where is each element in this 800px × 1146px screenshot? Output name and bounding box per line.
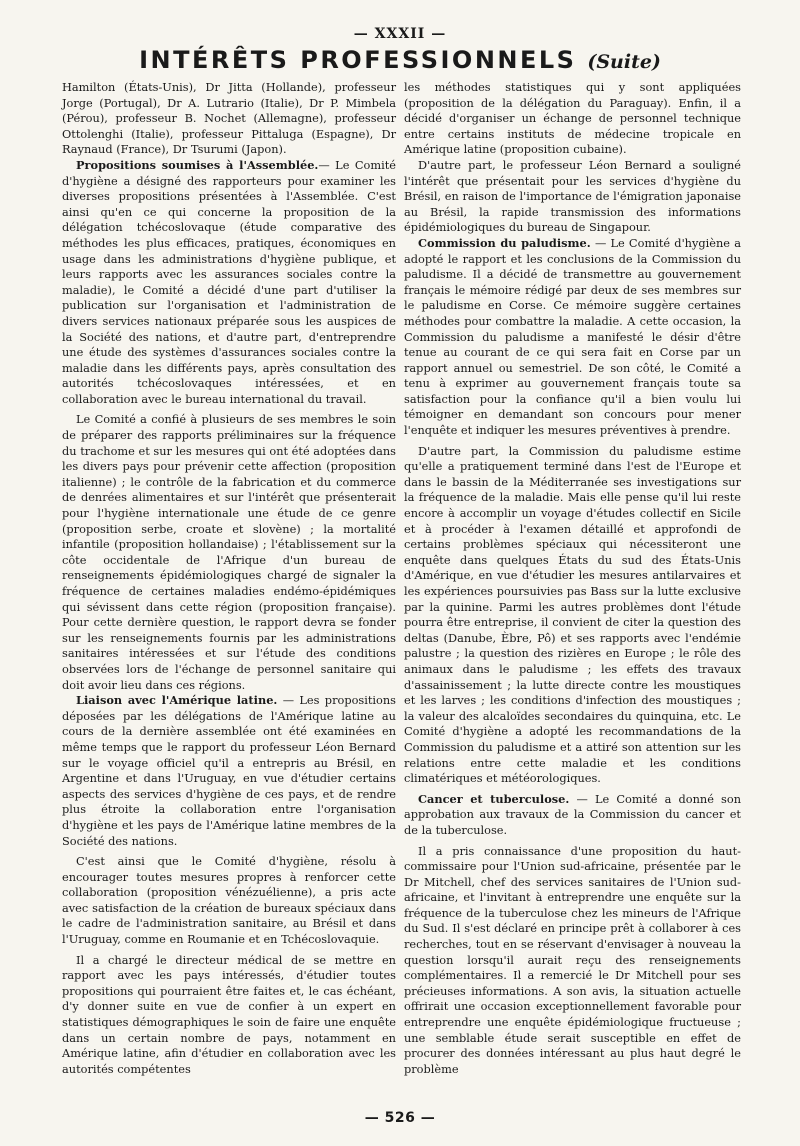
paragraph: Il a pris connaissance d'une proposition du haut-commissaire pour l'Union sud-africaine, présentée par le Dr Mitchell, chef des services sanitaires de l'Union sud-africaine, et l'invitant à entreprendre une enquête sur la fréquence de la tuberculose chez les mineurs de l'Afrique du Sud. Il s'est déclaré en principe prêt à collaborer à ces recherches, tout en se réservant d'envisager à nouveau la question lorsqu'il aurait reçu des renseignements complémentaires. Il a remercié le Dr Mitchell pour ses précieuses informations. A son avis, la situation actuelle offrirait une occasion exceptionnellement favorable pour entreprendre une enquête épidémiologique fructueuse ; une semblable étude serait susceptible en effet de procurer des données intéressant au plus haut degré le problème xyxy=(404,843,741,1076)
section-title: INTÉRÊTS PROFESSIONNELS xyxy=(139,46,577,74)
paragraph-text: — Le Comité d'hygiène a adopté le rapport et les conclusions de la Commission du paludisme. Il a décidé de transmettre au gouvernement français le mémoire rédigé par deux de ses membres sur le paludisme en Corse. Ce mémoire suggère certaines méthodes pour combattre la maladie. A cette occasion, la Commission du paludisme a manifesté le désir d'être tenue au courant de ce qui sera fait en Corse par un rapport annuel ou semestriel. De son côté, le Comité a tenu à exprimer au gouvernement français toute sa satisfaction pour la confiance qu'il a bien voulu lui témoigner en demandant son concours pour mener l'enquête et indiquer les mesures préventives à prendre. xyxy=(404,235,741,438)
title-suffix: (Suite) xyxy=(587,51,661,73)
paragraph-heading: Propositions soumises à l'Assemblée. xyxy=(76,157,319,172)
paragraph-heading: Liaison avec l'Amérique latine. xyxy=(76,693,278,708)
paragraph xyxy=(62,158,396,408)
roman-folio: — XXXII — xyxy=(353,26,447,42)
paragraph: les méthodes statistiques qui y sont appliquées (proposition de la délégation du Paraguay). Enfin, il a décidé d'organiser un échange de personnel technique entre certains instituts de médecine tropicale en Amérique latine (proposition cubaine). xyxy=(404,80,741,157)
paragraph: C'est ainsi que le Comité d'hygiène, résolu à encourager toutes mesures propres à renforcer cette collaboration (proposition vénézuélienne), a pris acte avec satisfaction de la création de bureaux spéciaux dans le cadre de l'administration sanitaire, au Brésil et dans l'Uruguay, comme en Roumanie et en Tchécoslovaquie. xyxy=(62,854,396,947)
paragraph-text: — Le Comité d'hygiène a désigné des rapporteurs pour examiner les diverses propositions présentées à l'Assemblée. C'est ainsi qu'en ce qui concerne la proposition de la délégation tchécoslovaque (étude comparative des méthodes les plus efficaces, pratiques, économiques en usage dans les administrations d'hygiène publique, et leurs rapports avec les assurances sociales contre la maladie), le Comité a décidé d'une part d'utiliser la publication sur l'organisation et l'administration de divers services nationaux préparée sous les auspices de la Société des nations, et d'autre part, d'entreprendre une étude des systèmes d'assurances sociales contre la maladie dans les différents pays, après consultation des autorités tchécoslovaques intéressées, et en collaboration avec le bureau international du travail. xyxy=(62,157,397,406)
paragraph: Hamilton (États-Unis), Dr Jitta (Hollande), professeur Jorge (Portugal), Dr A. Lutrario (Italie), Dr P. Mimbela (Pérou), professeur B. Nochet (Allemagne), professeur Ottolenghi (Italie), professeur Pittaluga (Espagne), Dr Raynaud (France), Dr Tsurumi (Japon). xyxy=(62,80,396,157)
paragraph-heading: Commission du paludisme. xyxy=(418,235,591,250)
paragraph-text: — Les propositions déposées par les délégations de l'Amérique latine au cours de la dernière assemblée ont été examinées en même temps que le rapport du professeur Léon Bernard sur le voyage officiel qu'il a entrepris au Brésil, en Argentine et dans l'Uruguay, en vue d'étudier certains aspects des services d'hygiène de ces pays, et de rendre plus étroite la collaboration entre l'organisation d'hygiène et les pays de l'Amérique latine membres de la Société des nations. xyxy=(62,693,397,848)
page-number: — 526 — xyxy=(364,1110,436,1126)
paragraph xyxy=(404,792,741,839)
paragraph: Le Comité a confié à plusieurs de ses membres le soin de préparer des rapports préliminaires sur la fréquence du trachome et sur les mesures qui ont été adoptées dans les divers pays pour prévenir cette affection (proposition italienne) ; le contrôle de la fabrication et du commerce de denrées alimentaires et sur l'intérêt que présenterait pour l'hygiène internationale une étude de ce genre (proposition serbe, croate et slovène) ; la mortalité infantile (proposition hollandaise) ; l'établissement sur la côte occidentale de l'Afrique d'un bureau de renseignements épidémiologiques chargé de signaler la fréquence de certaines maladies endémo-épidémiques qui sévissent dans cette région (proposition française). Pour cette dernière question, le rapport devra se fonder sur les renseignements fournis par les administrations sanitaires intéressées et sur l'étude des conditions observées lors de l'échange de personnel sanitaire qui doit avoir lieu dans ces régions. xyxy=(62,412,396,692)
paragraph xyxy=(62,693,396,849)
paragraph: D'autre part, la Commission du paludisme estime qu'elle a pratiquement terminé dans l'est de l'Europe et dans le bassin de la Méditerranée ses investigations sur la fréquence de la maladie. Mais elle pense qu'il lui reste encore à accomplir un voyage d'études collectif en Sicile et à procéder à l'examen détaillé et approfondi de certains problèmes spéciaux qui nécessiteront une enquête dans quelques États du sud des États-Unis d'Amérique, en vue d'étudier les mesures antilarvaires et les expériences poursuivies pas Bass sur la lutte exclusive par la quinine. Parmi les autres problèmes dont l'étude pourra être entreprise, il convient de citer la question des deltas (Danube, Èbre, Pô) et ses rapports avec l'endémie palustre ; la question des rizières en Europe ; le rôle des animaux dans le paludisme ; les effets des travaux d'assainissement ; la lutte directe contre les moustiques et les larves ; les conditions d'infection des moustiques ; la valeur des alcaloïdes secondaires du quinquina, etc. Le Comité d'hygiène a adopté les recommandations de la Commission du paludisme et a attiré son attention sur les relations entre cette maladie et les conditions climatériques et météorologiques. xyxy=(404,443,741,786)
paragraph: Il a chargé le directeur médical de se mettre en rapport avec les pays intéressés, d'étudier toutes propositions qui pourraient être faites et, le cas échéant, d'y donner suite en vue de confier à un expert en statistiques démographiques le soin de faire une enquête dans un certain nombre de pays, notamment en Amérique latine, afin d'étudier en collaboration avec les autorités compétentes xyxy=(62,952,396,1076)
right-column xyxy=(404,80,741,1077)
paragraph-text: — Le Comité a donné son approbation aux travaux de la Commission du cancer et de la tuberculose. xyxy=(404,791,742,837)
running-title xyxy=(0,46,800,74)
paragraph xyxy=(404,236,741,439)
paragraph-heading: Cancer et tuberculose. xyxy=(418,791,570,806)
paragraph: D'autre part, le professeur Léon Bernard a souligné l'intérêt que présentait pour les services d'hygiène du Brésil, en raison de l'importance de l'émigration japonaise au Brésil, la rapide transmission des informations épidémiologiques du bureau de Singapour. xyxy=(404,157,741,235)
left-column xyxy=(62,80,396,1077)
